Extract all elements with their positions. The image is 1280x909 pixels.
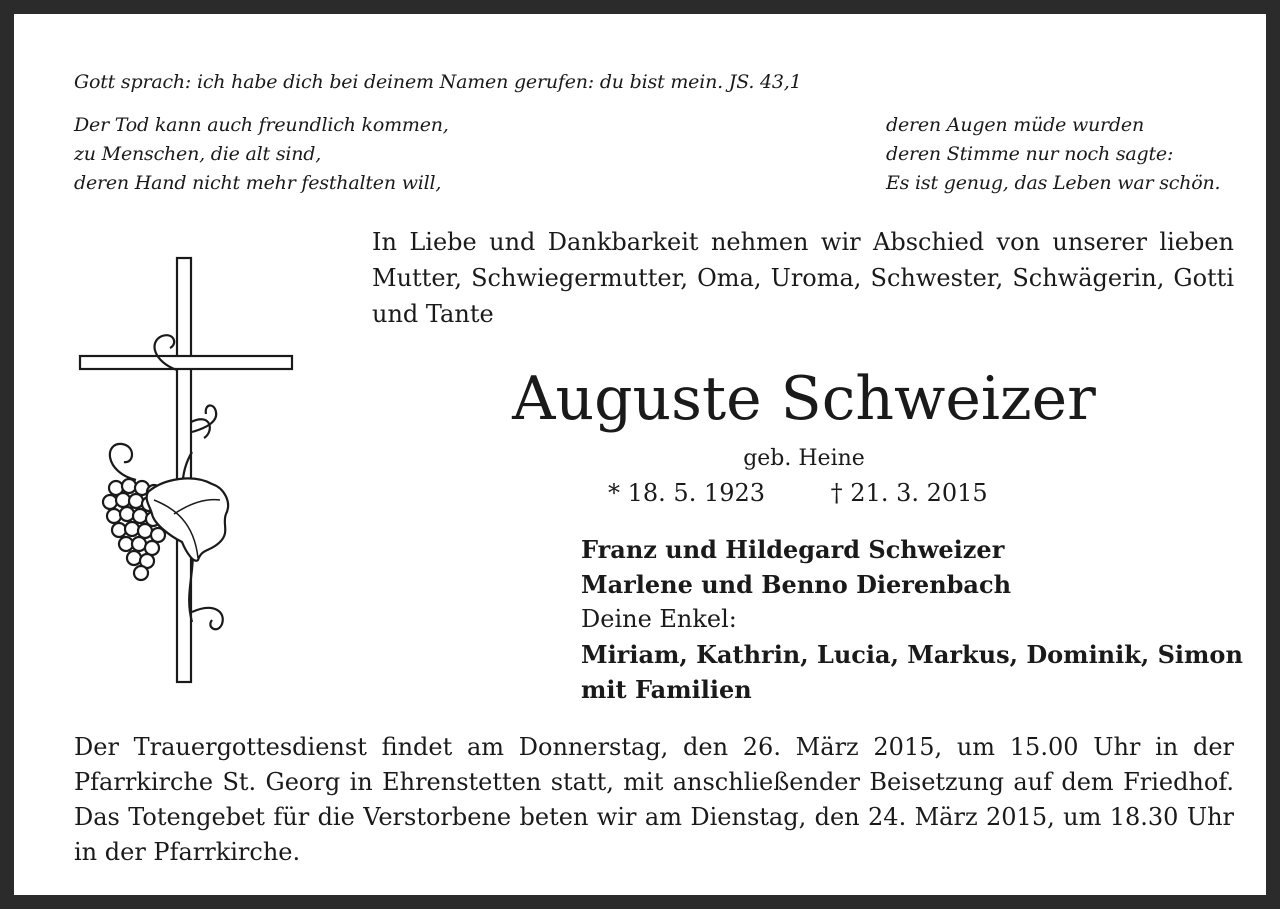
poem-line: deren Hand nicht mehr festhalten will, [74,172,442,194]
poem-right [886,111,1220,198]
mourner-line: Franz und Hildegard Schweizer [581,535,1005,564]
poem-line: zu Menschen, die alt sind, [74,143,322,165]
grandchildren-label: Deine Enkel: [581,605,737,633]
bible-verse: Gott sprach: ich habe dich bei deinem Namen gerufen: du bist mein. JS. 43,1 [74,71,802,93]
farewell-intro: In Liebe und Dankbarkeit nehmen wir Abschied von unserer lieben Mutter, Schwiegermutter, Oma, Uroma, Schwester, Schwägerin, Gotti und Tante [372,228,1234,328]
poem-line: Der Tod kann auch freundlich kommen, [74,114,449,136]
cross-with-grapevine-icon [74,252,304,692]
poem-line: deren Stimme nur noch sagte: [886,143,1174,165]
birth-date: * 18. 5. 1923 [608,479,766,507]
life-dates [608,479,988,507]
poem-line: deren Augen müde wurden [886,114,1144,136]
deceased-name: Auguste Schweizer [512,364,1096,434]
death-date: † 21. 3. 2015 [830,479,988,507]
poem-line: Es ist genug, das Leben war schön. [886,172,1221,194]
mourners-list [581,532,1243,707]
mourner-line: Marlene und Benno Dierenbach [581,570,1012,599]
grandchildren-suffix: mit Familien [581,675,752,704]
service-details: Der Trauergottesdienst findet am Donnerstag, den 26. März 2015, um 15.00 Uhr in der Pfarrkirche St. Georg in Ehrenstetten statt, mit anschließender Beisetzung auf dem Friedhof. Das Totengebet für die Verstorbene beten wir am Dienstag, den 24. März 2015, um 18.30 Uhr in der Pfarrkirche. [74,733,1234,866]
poem-left [74,111,449,198]
maiden-name: geb. Heine [743,446,865,471]
grandchildren-names: Miriam, Kathrin, Lucia, Markus, Dominik, Simon [581,640,1243,669]
